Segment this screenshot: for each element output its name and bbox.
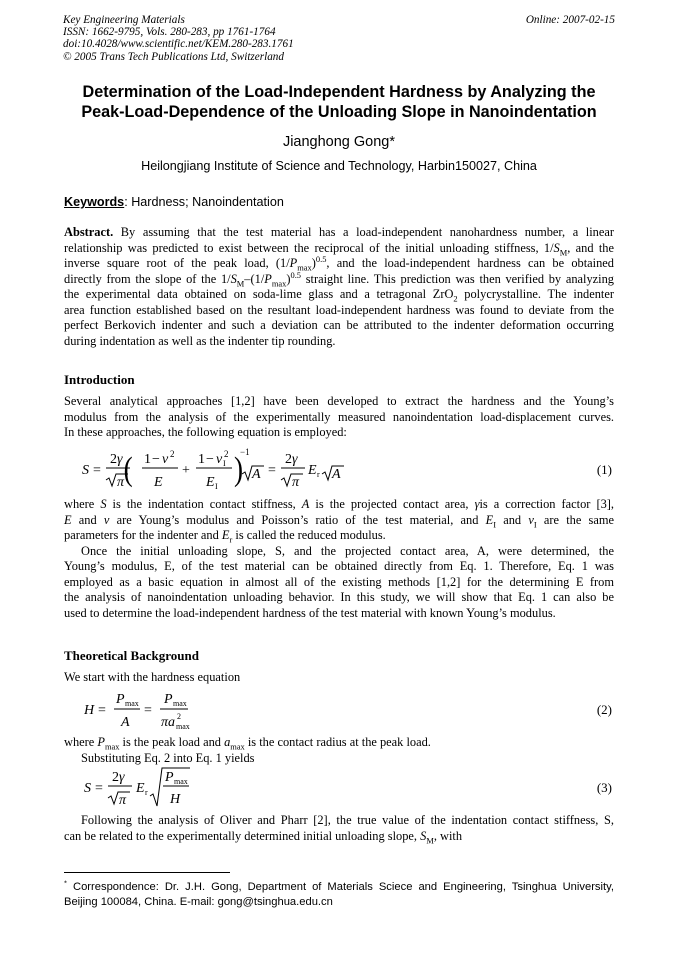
svg-text:ν: ν (216, 452, 223, 467)
section-heading-introduction: Introduction (64, 372, 135, 387)
svg-text:γ: γ (119, 770, 125, 785)
svg-text:2: 2 (177, 712, 181, 721)
abstract-line: , and the load-independent hardness can be obtained (326, 256, 614, 270)
footnote (64, 880, 614, 910)
svg-text:=: = (144, 703, 152, 718)
text-line: the analysis of nanoindentation unloading behavior. In this study, we will show that Eq. 1 can also be (64, 590, 614, 604)
abstract-line: , and the (567, 240, 614, 255)
svg-text:A: A (252, 467, 261, 482)
svg-text:r: r (317, 470, 320, 479)
theory-paragraph-2: Following the analysis of Oliver and Pharr [2], the true value of the indentation contact stiffness, S, can be related to the experimentally determined initial unloading slope, $S_M$, with (64, 813, 614, 845)
svg-text:H: H (84, 703, 95, 718)
abstract-line: during indentation as well as the indenter tip rounding. (64, 333, 336, 348)
text-run: is a correction factor [3], (479, 497, 614, 511)
svg-text:π: π (117, 475, 125, 490)
svg-text:π: π (292, 475, 300, 490)
affiliation: Heilongjiang Institute of Science and Technology, Harbin150027, China (141, 159, 537, 173)
text-line: used to determine the load-independent hardness of the test material with known Young’s modulus. (64, 605, 556, 620)
svg-text:max: max (174, 777, 188, 786)
svg-text:2: 2 (170, 449, 175, 459)
text-run: is the contact radius at the peak load. (244, 735, 431, 749)
theory-intro (64, 670, 614, 686)
equation-3 (64, 766, 614, 810)
footnote-line[interactable]: Beijing 100084, China. E-mail: gong@tsinghua.edu.cn (64, 896, 333, 908)
copyright-line: © 2005 Trans Tech Publications Ltd, Switzerland (63, 50, 284, 63)
abstract-line: polycrystalline. The indenter (457, 287, 614, 301)
equation-number: (3) (596, 780, 612, 795)
svg-text:I: I (215, 482, 218, 491)
svg-text:−1: −1 (240, 447, 250, 457)
svg-text:I: I (223, 459, 226, 468)
svg-text:2: 2 (110, 452, 117, 467)
svg-text:E: E (154, 475, 163, 490)
text-line: Substituting Eq. 2 into Eq. 1 yields (81, 750, 255, 765)
text-run: are Young’s modulus and Poisson’s ratio of the test material, and (109, 512, 486, 527)
text-line: Young’s modulus, E, of the test material can be obtained directly from Eq. 1. Therefore, Eq. 1 was (64, 559, 614, 573)
svg-text:=: = (93, 463, 101, 478)
title-line-1: Determination of the Load-Independent Hardness by Analyzing the (82, 83, 596, 101)
svg-text:): ) (234, 450, 244, 488)
svg-text:γ: γ (117, 452, 123, 467)
text-run: and (71, 512, 104, 527)
svg-text:P: P (116, 692, 125, 707)
keywords (64, 195, 284, 209)
text-run: is called the reduced modulus. (232, 528, 386, 542)
abstract-line: By assuming that the test material has a load-independent nanohardness number, a linear (120, 225, 614, 239)
text-line: In these approaches, the following equation is employed: (64, 425, 347, 439)
text-line: Several analytical approaches [1,2] have been developed to extract the hardness and the Young’s (64, 394, 614, 408)
journal-name: Key Engineering Materials (63, 14, 185, 26)
text-run: is the indentation contact stiffness, (106, 497, 302, 511)
svg-text:S: S (84, 781, 91, 796)
svg-text:P: P (165, 770, 174, 785)
svg-text:E: E (206, 475, 215, 490)
svg-text:2: 2 (224, 449, 229, 459)
footnote-line: Correspondence: Dr. J.H. Gong, Department of Materials Sciece and Engineering, Tsinghua University, (66, 881, 614, 893)
svg-text:ν: ν (162, 452, 169, 467)
svg-text:P: P (164, 692, 173, 707)
svg-text:2: 2 (112, 770, 119, 785)
text-run: , with (433, 828, 463, 843)
svg-text:γ: γ (292, 452, 298, 467)
svg-text:=: = (268, 463, 276, 478)
svg-text:r: r (145, 788, 148, 797)
section-heading-theory: Theoretical Background (64, 648, 199, 663)
svg-text:(: ( (123, 450, 133, 488)
svg-text:max: max (125, 699, 139, 708)
svg-text:1: 1 (198, 452, 205, 467)
title-line-2: Peak-Load-Dependence of the Unloading Slope in Nanoindentation (81, 103, 597, 121)
keywords-text: : Hardness; Nanoindentation (124, 195, 284, 209)
svg-text:max: max (173, 699, 187, 708)
svg-text:A: A (332, 467, 341, 482)
text-run: and (496, 512, 529, 527)
text-line: We start with the hardness equation (64, 670, 241, 684)
abstract-line: perfect Berkovich indenter and such a deviation can be attributed to the indenter deformation occurring (64, 318, 614, 332)
text-run: can be related to the experimentally determined initial unloading slope, (64, 828, 421, 843)
abstract-line: inverse square root of the peak load, (1/ (64, 256, 290, 270)
equation-2 (64, 688, 614, 732)
text-line: modulus from the analysis of the experimentally measured nanoindentation load-displacement curves. (64, 409, 614, 424)
abstract-line: the experimental data obtained on soda-lime glass and a tetragonal ZrO (64, 287, 454, 301)
abstract-line: straight line. This prediction was then verified by analyzing (301, 271, 614, 286)
intro-paragraph-2: where S is the indentation contact stiffness, A is the projected contact area, γis a correction factor [3], E and ν are Young’s modulus and Poisson’s ratio of the test material, and $E_I$ and $\nu_I$ are the same parameters for the indenter and $E_r$ is called the reduced modulus. Once the initial unloading slope, S, and the projected contact area, A, were determined, the Young’s modulus, E, of the test material can be obtained directly from Eq. 1. Therefore, Eq. 1 was employed as a basic equation in almost all of the existing methods [1,2] for the determining E from the analysis of nanoindentation unloading behavior. In this study, we will show that Eq. 1 can also be used to determine the load-independent hardness of the test material with known Young’s modulus. (64, 497, 614, 620)
author-name: Jianghong Gong* (282, 134, 396, 150)
keywords-label: Keywords (64, 195, 125, 209)
equation-number: (2) (596, 702, 612, 717)
footnote-mark: * (64, 878, 67, 888)
text-run: parameters for the indenter and (64, 528, 222, 542)
text-run: is the peak load and (119, 735, 225, 749)
svg-text:+: + (182, 463, 190, 478)
intro-paragraph-1 (64, 394, 614, 441)
svg-text:A: A (121, 715, 130, 730)
footnote-divider (64, 872, 230, 873)
abstract-line: directly from the slope of the 1/ (64, 271, 231, 286)
equation-2-formula (84, 688, 284, 732)
issn-line: ISSN: 1662-9795, Vols. 280-283, pp 1761-1764 (63, 26, 276, 39)
svg-text:πa: πa (161, 715, 176, 730)
equation-1-formula (82, 446, 382, 492)
online-date: Online: 2007-02-15 (525, 14, 615, 26)
abstract: Abstract. By assuming that the test material has a load-independent nanohardness number, a linear relationship was predicted to exist between the reciprocal of the initial unloading stiffness, $1/S_M$, and the inverse square root of the peak load, $(1/P_{max})^{0.5}$, and the load-independent hardness can be obtained directly from the slope of the $1/S_M-(1/P_{max})^{0.5}$ straight line. This prediction was then verified by analyzing the experimental data obtained on soda-lime glass and a tetragonal ZrO$_2$ polycrystalline. The indenter area function established based on the resultant load-independent hardness was found to deviate from the perfect Berkovich indenter and such a deviation can be attributed to the indenter deformation occurring during indentation as well as the indenter tip rounding. (64, 225, 614, 348)
svg-text:S: S (82, 463, 89, 478)
svg-text:1: 1 (144, 452, 151, 467)
svg-text:−: − (206, 452, 214, 467)
abstract-line: relationship was predicted to exist between the reciprocal of the initial unloading stiffness, 1/ (64, 240, 554, 255)
text-run: where (64, 735, 98, 749)
journal-header (63, 14, 294, 63)
svg-text:E: E (136, 781, 145, 796)
abstract-line: area function established based on the resultant load-independent hardness was found to deviate from the (64, 302, 614, 317)
text-line: Following the analysis of Oliver and Pharr [2], the true value of the indentation contact stiffness, S, (81, 813, 614, 827)
text-run: is the projected contact area, (309, 497, 475, 511)
svg-text:2: 2 (285, 452, 292, 467)
svg-text:π: π (119, 793, 127, 808)
equation-3-formula (84, 766, 284, 810)
equation-1 (64, 446, 614, 492)
text-run: are the same (536, 512, 614, 527)
svg-text:=: = (95, 781, 103, 796)
abstract-label: Abstract. (64, 225, 114, 239)
text-line: Once the initial unloading slope, S, and the projected contact area, A, were determined, the (81, 543, 614, 558)
doi-line[interactable]: doi:10.4028/www.scientific.net/KEM.280-283.1761 (63, 38, 294, 51)
svg-text:H: H (170, 792, 181, 807)
svg-text:E: E (308, 463, 317, 478)
theory-paragraph: where $P_{max}$ is the peak load and $a_{max}$ is the contact radius at the peak load. Substituting Eq. 2 into Eq. 1 yields (64, 735, 614, 766)
svg-text:=: = (98, 703, 106, 718)
svg-text:max: max (176, 722, 190, 731)
equation-number: (1) (596, 462, 612, 477)
text-run: where (64, 497, 101, 511)
svg-text:−: − (152, 452, 160, 467)
paper-title (40, 82, 638, 122)
text-line: employed as a basic equation in almost all of the existing methods [1,2] for the determining E from (64, 574, 614, 589)
